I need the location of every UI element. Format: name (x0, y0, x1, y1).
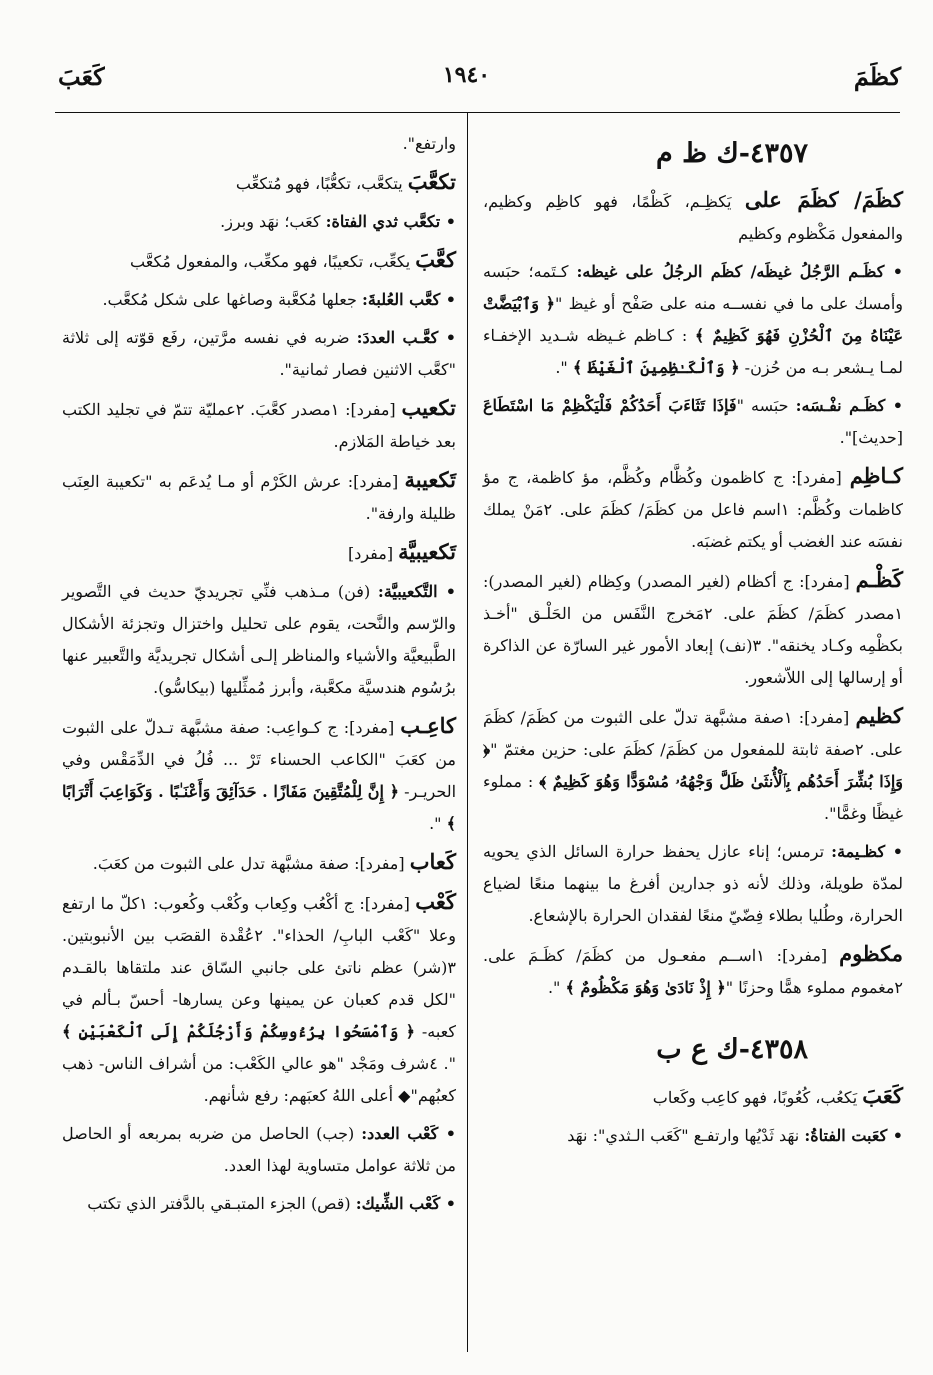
entry-text: نهَد ثَدْيُها وارتفـع "كَعَب الـثدي": نهَد (567, 1126, 805, 1145)
entry-text: ". (555, 358, 573, 377)
left-column (62, 128, 456, 1226)
entry (62, 206, 456, 238)
headword: كظَمَ/ كظَمَ على (744, 187, 903, 212)
entry-text: (قص) الجزء المتبـقي بالدَّفتر الذي تكتب (87, 1194, 356, 1213)
entry (483, 256, 903, 384)
entry (483, 1120, 903, 1152)
entry-text: حبَسه " (736, 396, 796, 415)
entry-text: ترمس؛ إناء عازل يحفظ حرارة السائل الذي يحويه لمدّة طويلة، وذلك لأنه ذو جدارين أفرغ ما بينهما منعًا لضياع الحرارة، وطُليا بطلاء فِضّيّ منعًا لفقدان الحرارة بالإشعاع. (483, 842, 903, 925)
entry (62, 886, 456, 1112)
headword: كَعْب (415, 889, 457, 914)
entry (483, 564, 903, 694)
entry (62, 322, 456, 386)
entry-text: ". (547, 978, 566, 997)
root-heading: ٤٣٥٧-ك ظ م (656, 138, 808, 169)
hadith-quote: فَإذَا تَثَاءَبَ أَحَدُكُمْ فَلْيَكْظِمْ مَا اسْتَطَاعَ (483, 396, 737, 415)
entry-text: [مفرد]: صفة مشبَّهة تدل على الثبوت من كعَبَ. (92, 854, 410, 873)
headword: كَعَبَ (862, 1083, 903, 1108)
page-number: ١٩٤٠ (442, 62, 491, 88)
header-rule (55, 112, 900, 113)
headword: كاعِـب (400, 713, 456, 738)
headword: مكظوم (839, 941, 903, 966)
entry (483, 390, 903, 454)
entry-text: : مملوء غيظًا وغمًّا". (483, 772, 903, 823)
sense-label: • كعَّـب العددَ: (356, 328, 457, 347)
entry-text: يَكظِـم، كَظْمًا، فهو كاظِم وكظيم، والمفعول مَكْظوم وكظيم (483, 192, 903, 243)
entry-text: يكعِّب، تكعيبًا، فهو مكعِّب، والمفعول مُكعَّب (130, 252, 416, 271)
entry (62, 1188, 456, 1220)
idiom: ◆ أعلى اللهُ كعبَهم: رفع شأنهم. (203, 1086, 411, 1105)
sense-label: • تكعَّب ثدي الفتاة: (325, 212, 456, 231)
sense-label: • كظـيمة: (831, 842, 903, 861)
headword: تَكعيبيَّة (398, 539, 456, 564)
sense-label: • كَعْب الشِّيك: (355, 1194, 456, 1213)
entry-text: (جب) الحاصل من ضربه بمربعه أو الحاصل من ثلاثة عوامل متساوية لهذا العدد. (62, 1124, 456, 1175)
sense-label: • كعَّب العُلبةَ: (361, 290, 456, 309)
entry-text: (فن) مـذهب فنِّي تجريديّ حديث في التَّصوير والرّسم والنَّحت، يقوم على تحليل واختزال وتجزئة الأشكال الطَّبيعيَّة والأشياء والمناظر إلـى أشكال تجريديَّة والتَّعبير عنها برُسُوم هندسيَّة مكعَّبة، وأبرز مُمثِّليها (بيكاسُّو). (62, 582, 457, 697)
entry (62, 846, 456, 880)
entry-text: [حديث]". (839, 428, 903, 447)
entry (62, 284, 456, 316)
right-column (483, 128, 903, 1158)
headword: تكعيب (401, 395, 456, 420)
entry-text: [مفرد]: ١اســم مفعـول من كظَمَ/ كظَـمَ على. ٢مغموم مملوء همًّا وحزنًا " (483, 946, 903, 997)
sense-label: • كَعْب العدد: (361, 1124, 456, 1143)
running-head-left: كَعَبَ (58, 62, 105, 91)
entry-text: [مفرد]: ج أكظام (لغير المصدر) وكِظام (لغير المصدر): ١مصدر كظَمَ/ كظَمَ على. ٢مَخرج النَّفَس من الحَلْـق "أخـذ بكظْمِه وكـاد يخنقه". ٣(نف) إبعاد الأمور غير السارّة عن الذاكرة أو إرسالها إلى اللاّشعور. (483, 572, 903, 687)
entry (483, 938, 903, 1004)
entry-text: [مفرد]: ج كاظمون وكُظَّام وكُظَّم، مؤ كاظمة، ج مؤ كاظمات وكُظَّم: ١اسم فاعل من كظَمَ/ كظَمَ على. ٢مَنْ يملك نفسَه عند الغضب أو يكتم غضبَه. (483, 468, 904, 551)
headword: كظيم (855, 703, 903, 728)
sense-label: • كعَبت الفتاةُ: (804, 1126, 903, 1145)
entry-text: [مفرد]: ١صفة مشبَّهة تدلّ على الثبوت من كظَمَ/ كظَمَ على. ٢صفة ثابتة للمفعول من كظَمَ/ كظَمَ على: حزين مغتمّ " (483, 708, 903, 759)
entry (483, 700, 903, 830)
entry-text: ضربه في نفسه مرَّتين، رفَع قوّته إلى ثلاثة "كعَّب الاثنين فصار ثمانية". (62, 328, 456, 379)
entry (62, 1118, 456, 1182)
entry (483, 836, 903, 932)
entry (62, 536, 456, 570)
entry-text: يتكعَّب، تكعُّبًا، فهو مُتكعِّب (235, 174, 408, 193)
running-head-right: كظَمَ (853, 62, 901, 91)
entry-text: [مفرد]: ١مصدر كعَّبَ. ٢عمليّة تتمّ في تجليد الكتب بعد خياطة المَلازم. (62, 400, 456, 451)
sense-label: • التَّكعيبيَّة: (377, 582, 456, 601)
entry (62, 710, 456, 840)
entry (62, 392, 456, 458)
entry-text: كـتَمه؛ حبَسه وأمسك على ما في نفســه منه على صَفْح أو غيظ " (483, 262, 903, 313)
entry-text: ". ٤شرف ومَجْد "هو عالي الكَعْب: من أشراف الناس- ذهب كعبُهم" (62, 1054, 457, 1105)
entry (62, 244, 456, 278)
entry-text: جعلها مُكعَّبة وصاغها على شكل مُكعَّب. (102, 290, 362, 309)
entry (483, 460, 903, 558)
column-divider (467, 112, 468, 1352)
headword: كَعاب (409, 849, 456, 874)
entry-text: [مفرد] (347, 544, 399, 563)
entry (62, 464, 456, 530)
entry-text: [مفرد]: عرش الكَرْم أو مـا يُدعَم به "تكعيبة العِنَب ظليلة وارفة". (62, 472, 456, 523)
root-heading: ٤٣٥٨-ك ع ب (656, 1034, 808, 1065)
entry-text: ". (429, 814, 447, 833)
entry (62, 166, 456, 200)
entry (483, 1080, 903, 1114)
entry-text: يَكعُب، كُعُوبًا، فهو كاعِب وكَعاب (652, 1088, 863, 1107)
quran-quote: ﴿ وَٱلْكَـٰظِمِينَ ٱلْغَيْظَ ﴾ (572, 358, 740, 377)
quran-quote: ﴿ وَإِذَا بُشِّرَ أَحَدُهُم بِٱلْأُنثَىٰ ظَلَّ وَجْهُهُۥ مُسْوَدًّا وَهُوَ كَظِيمٌ ﴾ (483, 740, 904, 791)
entry: وارتفع". (402, 134, 456, 153)
entry-text: كعَب؛ نهَد وبرز. (220, 212, 326, 231)
headword: كعَّبَ (415, 247, 456, 272)
headword: تَكعيبة (404, 467, 456, 492)
sense-label: • كظَـم الرَّجُلُ غيظَه/ كظَم الرجُلُ على غيظه: (576, 262, 903, 281)
quran-quote: ﴿ إِنَّ لِلْمُتَّقِينَ مَفَازًا . حَدَآئِقَ وَأَعْنَـٰبًا . وَكَوَاعِبَ أَتْرَابًا ﴾ (62, 782, 456, 833)
entry (62, 576, 456, 704)
entry-text: : كـاظم غـيظه شـديد الإخفـاء لمـا يـشعر بـه من حُزن- (483, 326, 903, 377)
entry (483, 184, 903, 250)
sense-label: • كظَـم نفْـسَه: (795, 396, 903, 415)
entry-text: [مفرد]: ج أكْعُب وكِعاب وكُعْب وكُعوب: ١كلّ ما ارتفع وعلا "كَعْب البابِ/ الحذاء". ٢عُقْدة القصَب بين الأنبوبتين. ٣(شر) عظم ناتئ على جانبي السّاق عند ملتقاها بالقـدم "لكل قدم كعبان عن يمينها وعن يسارها- أحسّ بـألم في كعبه- (62, 894, 457, 1041)
entry-text: [مفرد]: ج كـواعِب: صفة مشبَّهة تـدلّ على الثبوت من كعَبَ "الكاعب الحسناء تَرْ ... فُلُ في الدِّمَقْس وفي الحريـر- (62, 718, 457, 801)
headword: كـاظِم (849, 463, 903, 488)
quran-quote: ﴿ وَٱبْيَضَّتْ عَيْنَاهُ مِنَ ٱلْحُزْنِ فَهُوَ كَظِيمٌ ﴾ (483, 294, 903, 345)
headword: تكعَّبَ (407, 169, 456, 194)
quran-quote: ﴿ إِذْ نَادَىٰ وَهُوَ مَكْظُومٌ ﴾ (565, 978, 726, 997)
headword: كَظْـم (855, 567, 903, 592)
quran-quote: ﴿ وَٱمْسَحُوا بِرُءُوسِكُمْ وَأَرْجُلَكُمْ إِلَى ٱلْكَعْبَيْنِ ﴾ (62, 1022, 416, 1041)
